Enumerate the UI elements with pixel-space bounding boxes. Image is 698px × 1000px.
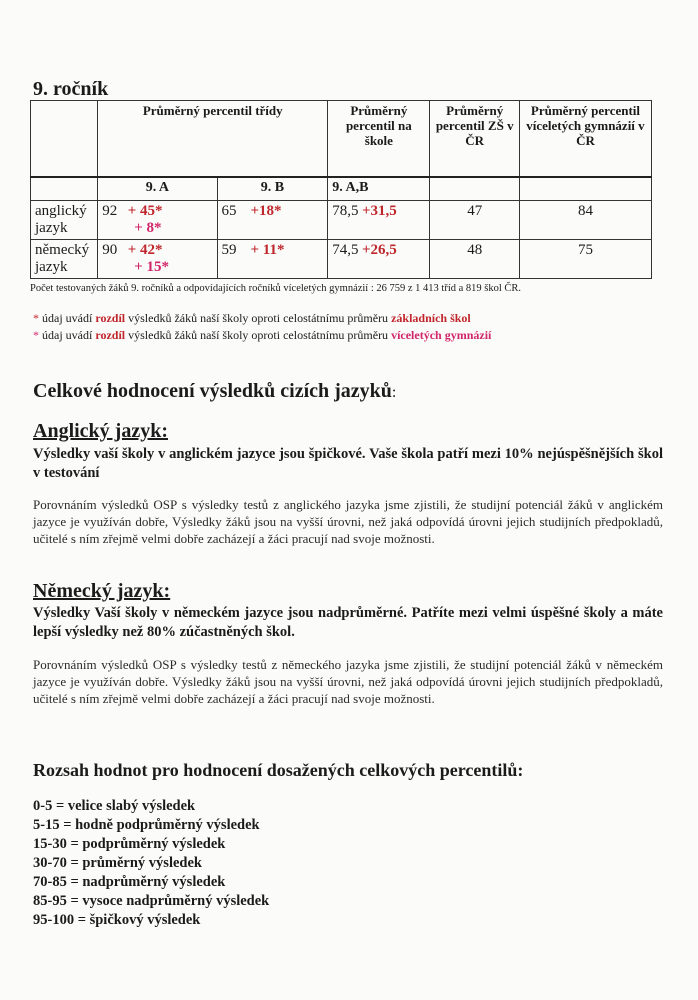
header-school-percentile: Průměrný percentil na škole bbox=[328, 101, 430, 177]
table-row bbox=[31, 201, 652, 240]
class-ab-value: 78,5 bbox=[332, 203, 359, 219]
german-lead: Výsledky Vaší školy v německém jazyce jsou nadprůměrné. Patříte mezi velmi úspěšné školy a máte lepší výsledky než 80% zúčastněných škol. bbox=[33, 605, 663, 640]
german-text: Porovnáním výsledků OSP s výsledky testů z německého jazyka jsme zjistili, že studijní potenciál žáků v německém jazyce je využíván dobře. Výsledky žáků jsou na vyšší úrovni, než jaká odpovídá úrovni jejich studijních předpokladů, učitelé s ním zřejmě velmi dobře zacházejí a žáci pracují nad svoje možnosti. bbox=[33, 657, 663, 706]
class-ab-cell bbox=[328, 240, 430, 279]
zs-cell: 48 bbox=[430, 240, 519, 279]
overall-heading-text: Celkové hodnocení výsledků cizích jazyků bbox=[33, 380, 392, 402]
header-row bbox=[31, 101, 652, 177]
class-ab-value: 74,5 bbox=[332, 242, 359, 258]
section-title: 9. ročník bbox=[33, 78, 109, 100]
legend-star: * bbox=[33, 328, 39, 342]
english-text: Porovnáním výsledků OSP s výsledky testů z anglického jazyka jsme zjistili, že studijní potenciál žáků v anglickém jazyce je využíván dobře, Výsledky žáků jsou na vyšší úrovni, než jaká odpovídá úrovni jejich studijních předpokladů, učitelé s ním zřejmě velmi dobře zacházejí a žáci pracují nad svoje možnosti. bbox=[33, 497, 663, 546]
range-heading: Rozsah hodnot pro hodnocení dosažených celkových percentilů: bbox=[33, 760, 524, 780]
list-item: 0-5 = velice slabý výsledek bbox=[33, 798, 196, 814]
english-lead: Výsledky vaší školy v anglickém jazyce jsou špičkové. Vaše škola patří mezi 10% nejúspěšnějších škol v testování bbox=[33, 446, 663, 481]
legend-prefix: údaj uvádí bbox=[39, 328, 96, 342]
class-a-diff-gym: + 8* bbox=[134, 220, 162, 236]
subheader-row bbox=[31, 177, 652, 201]
class-a-cell bbox=[98, 201, 217, 240]
class-a-diff-zs: + 45* bbox=[127, 203, 163, 219]
class-a-diff-gym: + 15* bbox=[134, 259, 170, 275]
legend-item-zs bbox=[33, 310, 491, 327]
class-b-diff: + 11* bbox=[250, 242, 285, 258]
subject-cell: německý jazyk bbox=[31, 240, 98, 279]
list-item: 70-85 = nadprůměrný výsledek bbox=[33, 874, 226, 890]
gym-cell: 84 bbox=[519, 201, 651, 240]
legend bbox=[33, 310, 491, 344]
class-a-value: 92 bbox=[102, 203, 118, 219]
legend-target-gym: víceletých gymnázií bbox=[391, 328, 492, 342]
legend-keyword: rozdíl bbox=[95, 328, 126, 342]
class-a-cell bbox=[98, 240, 217, 279]
legend-middle: výsledků žáků naší školy oproti celostátnímu průměru bbox=[125, 311, 392, 325]
class-a-value: 90 bbox=[102, 242, 118, 258]
class-ab-cell bbox=[328, 201, 430, 240]
german-heading: Německý jazyk: bbox=[33, 580, 171, 602]
header-zs-percentile: Průměrný percentil ZŠ v ČR bbox=[430, 101, 519, 177]
class-b-value: 65 bbox=[221, 203, 237, 219]
list-item: 5-15 = hodně podprůměrný výsledek bbox=[33, 817, 260, 833]
class-b-value: 59 bbox=[221, 242, 237, 258]
legend-middle: výsledků žáků naší školy oproti celostátnímu průměru bbox=[125, 328, 392, 342]
class-b-diff: +18* bbox=[250, 203, 282, 219]
header-class-percentile: Průměrný percentil třídy bbox=[98, 101, 328, 177]
table-footnote: Počet testovaných žáků 9. ročníků a odpovídajících ročníků víceletých gymnázií : 26 759 z 1 413 tříd a 819 škol ČR. bbox=[30, 283, 522, 294]
list-item: 95-100 = špičkový výsledek bbox=[33, 912, 201, 928]
table-row bbox=[31, 240, 652, 279]
gym-cell: 75 bbox=[519, 240, 651, 279]
class-a-diff-zs: + 42* bbox=[127, 242, 163, 258]
legend-keyword: rozdíl bbox=[95, 311, 126, 325]
subheader-class-a: 9. A bbox=[98, 177, 217, 201]
subheader-empty-gym bbox=[519, 177, 651, 201]
subheader-empty-zs bbox=[430, 177, 519, 201]
class-b-cell bbox=[217, 201, 328, 240]
list-item: 30-70 = průměrný výsledek bbox=[33, 855, 202, 871]
legend-item-gym bbox=[33, 327, 491, 344]
list-item: 85-95 = vysoce nadprůměrný výsledek bbox=[33, 893, 270, 909]
zs-cell: 47 bbox=[430, 201, 519, 240]
header-gym-percentile: Průměrný percentil víceletých gymnázií v ČR bbox=[519, 101, 651, 177]
subheader-empty-cell bbox=[31, 177, 98, 201]
class-b-cell bbox=[217, 240, 328, 279]
results-table bbox=[30, 100, 652, 279]
subheader-class-b: 9. B bbox=[217, 177, 328, 201]
subject-cell: anglický jazyk bbox=[31, 201, 98, 240]
overall-heading-colon: : bbox=[391, 384, 397, 401]
list-item: 15-30 = podprůměrný výsledek bbox=[33, 836, 226, 852]
class-ab-diff: +31,5 bbox=[362, 203, 397, 219]
percentile-scale-list bbox=[33, 797, 269, 930]
legend-target-zs: základních škol bbox=[391, 311, 471, 325]
legend-prefix: údaj uvádí bbox=[39, 311, 96, 325]
overall-heading bbox=[33, 380, 396, 403]
legend-star: * bbox=[33, 311, 39, 325]
subheader-class-ab: 9. A,B bbox=[328, 177, 430, 201]
header-empty-cell bbox=[31, 101, 98, 177]
class-ab-diff: +26,5 bbox=[362, 242, 397, 258]
english-heading: Anglický jazyk: bbox=[33, 420, 168, 442]
